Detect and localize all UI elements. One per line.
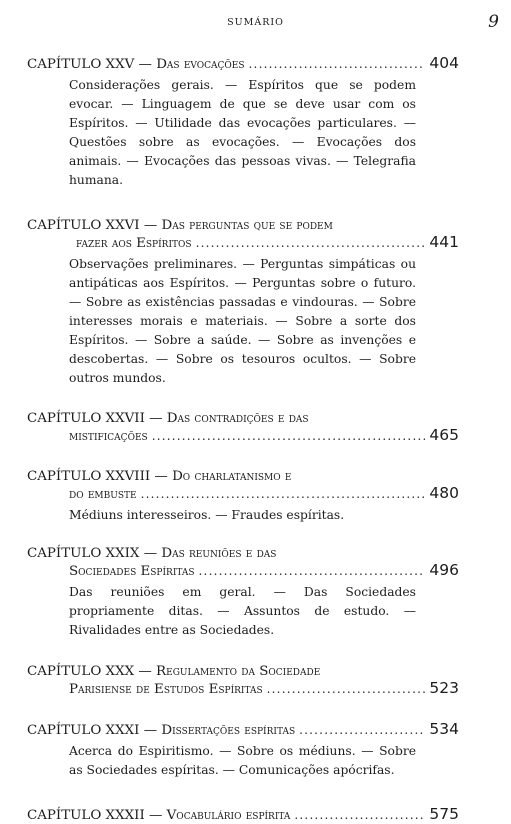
chapter-heading: CAPÍTULO XXXI — Dissertações espíritas: [27, 723, 296, 738]
chapter-heading: CAPÍTULO XXVIII — Do charlatanismo e: [27, 469, 292, 484]
toc-entry-xxxii: [27, 806, 459, 824]
toc-entry-xxxi: [27, 721, 459, 780]
chapter-heading-continued: mistificações: [69, 429, 148, 444]
chapter-summary: Observações preliminares. — Perguntas simpáticas ou antipáticas aos Espíritos. — Perguntas sobre o futuro. — Sobre as existências passadas e vindouras. — Sobre interesses morais e materiais. — Sobre a sorte dos Espíritos. — Sobre a saúde. — Sobre as invenções e descobertas. — Sobre os tesouros ocultos. — Sobre outros mundos.: [69, 257, 416, 385]
page-ref: 480: [429, 484, 459, 502]
dot-leader: [196, 235, 426, 252]
toc-entry-xxvi: [27, 217, 459, 388]
dot-leader: [199, 563, 426, 580]
dot-leader: [141, 486, 426, 503]
dot-leader: [299, 722, 425, 739]
toc-entry-xxviii: [27, 468, 459, 525]
chapter-heading-continued: do embuste: [69, 487, 137, 502]
page-ref: 534: [429, 720, 459, 738]
table-of-contents: [27, 55, 459, 824]
chapter-summary: Considerações gerais. — Espíritos que se podem evocar. — Linguagem de que se deve usar com os Espíritos. — Utilidade das evocações particulares. — Questões sobre as evocações. — Evocações dos animais. — Evocações das pessoas vivas. — Telegrafia humana.: [69, 78, 416, 187]
chapter-summary: Médiuns interesseiros. — Fraudes espíritas.: [69, 508, 345, 522]
chapter-heading-continued: Sociedades Espíritas: [69, 564, 195, 579]
dot-leader: [267, 681, 426, 698]
page-ref: 404: [429, 54, 459, 72]
page-ref: 496: [429, 561, 459, 579]
chapter-heading: CAPÍTULO XXXII — Vocabulário espírita: [27, 808, 291, 823]
chapter-summary: Acerca do Espiritismo. — Sobre os médiuns. — Sobre as Sociedades espíritas. — Comunicações apócrifas.: [69, 744, 416, 777]
page-ref: 575: [429, 805, 459, 823]
chapter-heading: CAPÍTULO XXV — Das evocações: [27, 57, 245, 72]
page-ref: 465: [429, 426, 459, 444]
chapter-summary: Das reuniões em geral. — Das Sociedades propriamente ditas. — Assuntos de estudo. — Rivalidades entre as Sociedades.: [69, 585, 416, 637]
chapter-heading: CAPÍTULO XXIX — Das reuniões e das: [27, 546, 277, 561]
toc-entry-xxix: [27, 545, 459, 640]
chapter-heading: CAPÍTULO XXVII — Das contradições e das: [27, 411, 309, 426]
page-number: 9: [488, 12, 499, 32]
chapter-heading-continued: fazer aos Espíritos: [76, 236, 192, 251]
page-ref: 441: [429, 233, 459, 251]
chapter-heading-continued: Parisiense de Estudos Espíritas: [69, 682, 263, 697]
page-ref: 523: [429, 679, 459, 697]
dot-leader: [152, 428, 426, 445]
dot-leader: [249, 56, 426, 73]
running-title: SUMÁRIO: [227, 17, 284, 28]
page-header: [0, 12, 511, 32]
chapter-heading: CAPÍTULO XXVI — Das perguntas que se podem: [27, 218, 333, 233]
toc-entry-xxv: [27, 55, 459, 190]
chapter-heading: CAPÍTULO XXX — Regulamento da Sociedade: [27, 664, 321, 679]
toc-entry-xxx: [27, 663, 459, 698]
dot-leader: [294, 807, 425, 824]
toc-entry-xxvii: [27, 410, 459, 445]
